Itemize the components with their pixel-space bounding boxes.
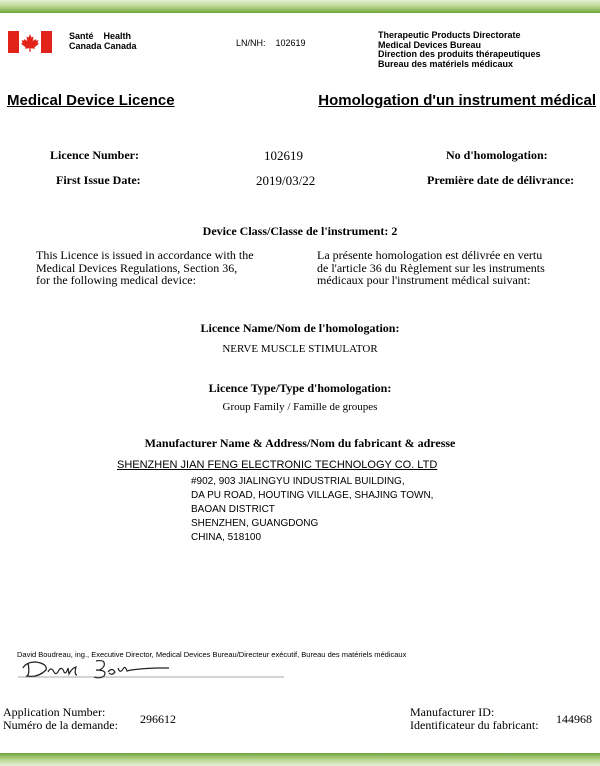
- licence-number-label-fr: No d'homologation:: [446, 148, 548, 162]
- title-english: Medical Device Licence: [7, 92, 175, 109]
- directorate-line: Therapeutic Products Directorate: [378, 30, 521, 40]
- signatory-title: David Boudreau, ing., Executive Director, Medical Devices Bureau/Directeur exécutif, Bureau des matériels médicaux: [17, 650, 407, 659]
- statement-line: de l'article 36 du Règlement sur les instruments: [317, 260, 545, 275]
- address-line: BAOAN DISTRICT: [191, 504, 275, 515]
- application-number-label-en: Application Number:: [3, 705, 106, 719]
- statement-line: This Licence is issued in accordance with the: [36, 248, 254, 262]
- address-line: #902, 903 JIALINGYU INDUSTRIAL BUILDING,: [191, 476, 405, 487]
- department-en-1: Health: [103, 31, 132, 41]
- ln-nh-reference: [236, 38, 306, 48]
- manufacturer-name: SHENZHEN JIAN FENG ELECTRONIC TECHNOLOGY CO. LTD: [117, 459, 438, 471]
- ln-value: 102619: [275, 38, 306, 48]
- application-number-labels: [3, 706, 118, 731]
- manufacturer-id-label-en: Manufacturer ID:: [410, 705, 495, 719]
- top-green-bar: [0, 0, 600, 13]
- manufacturer-address: [191, 475, 433, 545]
- title-french: Homologation d'un instrument médical: [318, 92, 596, 109]
- directorate-line: Medical Devices Bureau: [378, 39, 482, 50]
- department-en-2: Canada: [104, 41, 137, 51]
- manufacturer-id-value: 144968: [556, 712, 592, 726]
- department-name: [69, 31, 137, 51]
- statement-line: Medical Devices Regulations, Section 36,: [36, 260, 238, 275]
- address-line: DA PU ROAD, HOUTING VILLAGE, SHAJING TOWN,: [191, 490, 434, 501]
- licence-name-value: NERVE MUSCLE STIMULATOR: [222, 343, 378, 355]
- application-number-label-fr: Numéro de la demande:: [3, 717, 118, 732]
- first-issue-date-value: 2019/03/22: [256, 173, 316, 188]
- licence-name-label: Licence Name/Nom de l'homologation:: [200, 321, 400, 335]
- address-line: CHINA, 518100: [191, 532, 262, 543]
- statement-french: [317, 249, 545, 287]
- handwritten-signature: [18, 656, 288, 680]
- licence-number-value: 102619: [264, 148, 303, 163]
- manufacturer-id-label-fr: Identificateur du fabricant:: [410, 717, 539, 732]
- device-class: Device Class/Classe de l'instrument: 2: [202, 224, 398, 238]
- manufacturer-label: Manufacturer Name & Address/Nom du fabricant & adresse: [144, 436, 456, 450]
- licence-type-label: Licence Type/Type d'homologation:: [208, 381, 392, 395]
- application-number-value: 296612: [140, 712, 176, 726]
- ln-label: LN/NH:: [236, 38, 266, 48]
- statement-english: [36, 249, 254, 287]
- canada-flag-icon: [8, 31, 52, 53]
- directorate-block: [378, 31, 541, 69]
- bottom-green-bar: [0, 753, 600, 766]
- address-line: SHENZHEN, GUANGDONG: [191, 518, 319, 529]
- manufacturer-id-labels: [410, 706, 539, 731]
- first-issue-date-label-fr: Première date de délivrance:: [427, 173, 575, 187]
- statement-line: La présente homologation est délivrée en vertu: [317, 248, 543, 262]
- directorate-line: Direction des produits thérapeutiques: [378, 49, 541, 59]
- statement-line: médicaux pour l'instrument médical suivant:: [317, 273, 531, 287]
- licence-type-value: Group Family / Famille de groupes: [222, 401, 378, 413]
- department-fr-1: Santé: [69, 31, 94, 41]
- department-fr-2: Canada: [69, 41, 102, 51]
- first-issue-date-label: First Issue Date:: [56, 173, 141, 187]
- statement-line: for the following medical device:: [36, 273, 196, 287]
- directorate-line: Bureau des matériels médicaux: [378, 58, 514, 69]
- licence-number-label: Licence Number:: [50, 148, 139, 162]
